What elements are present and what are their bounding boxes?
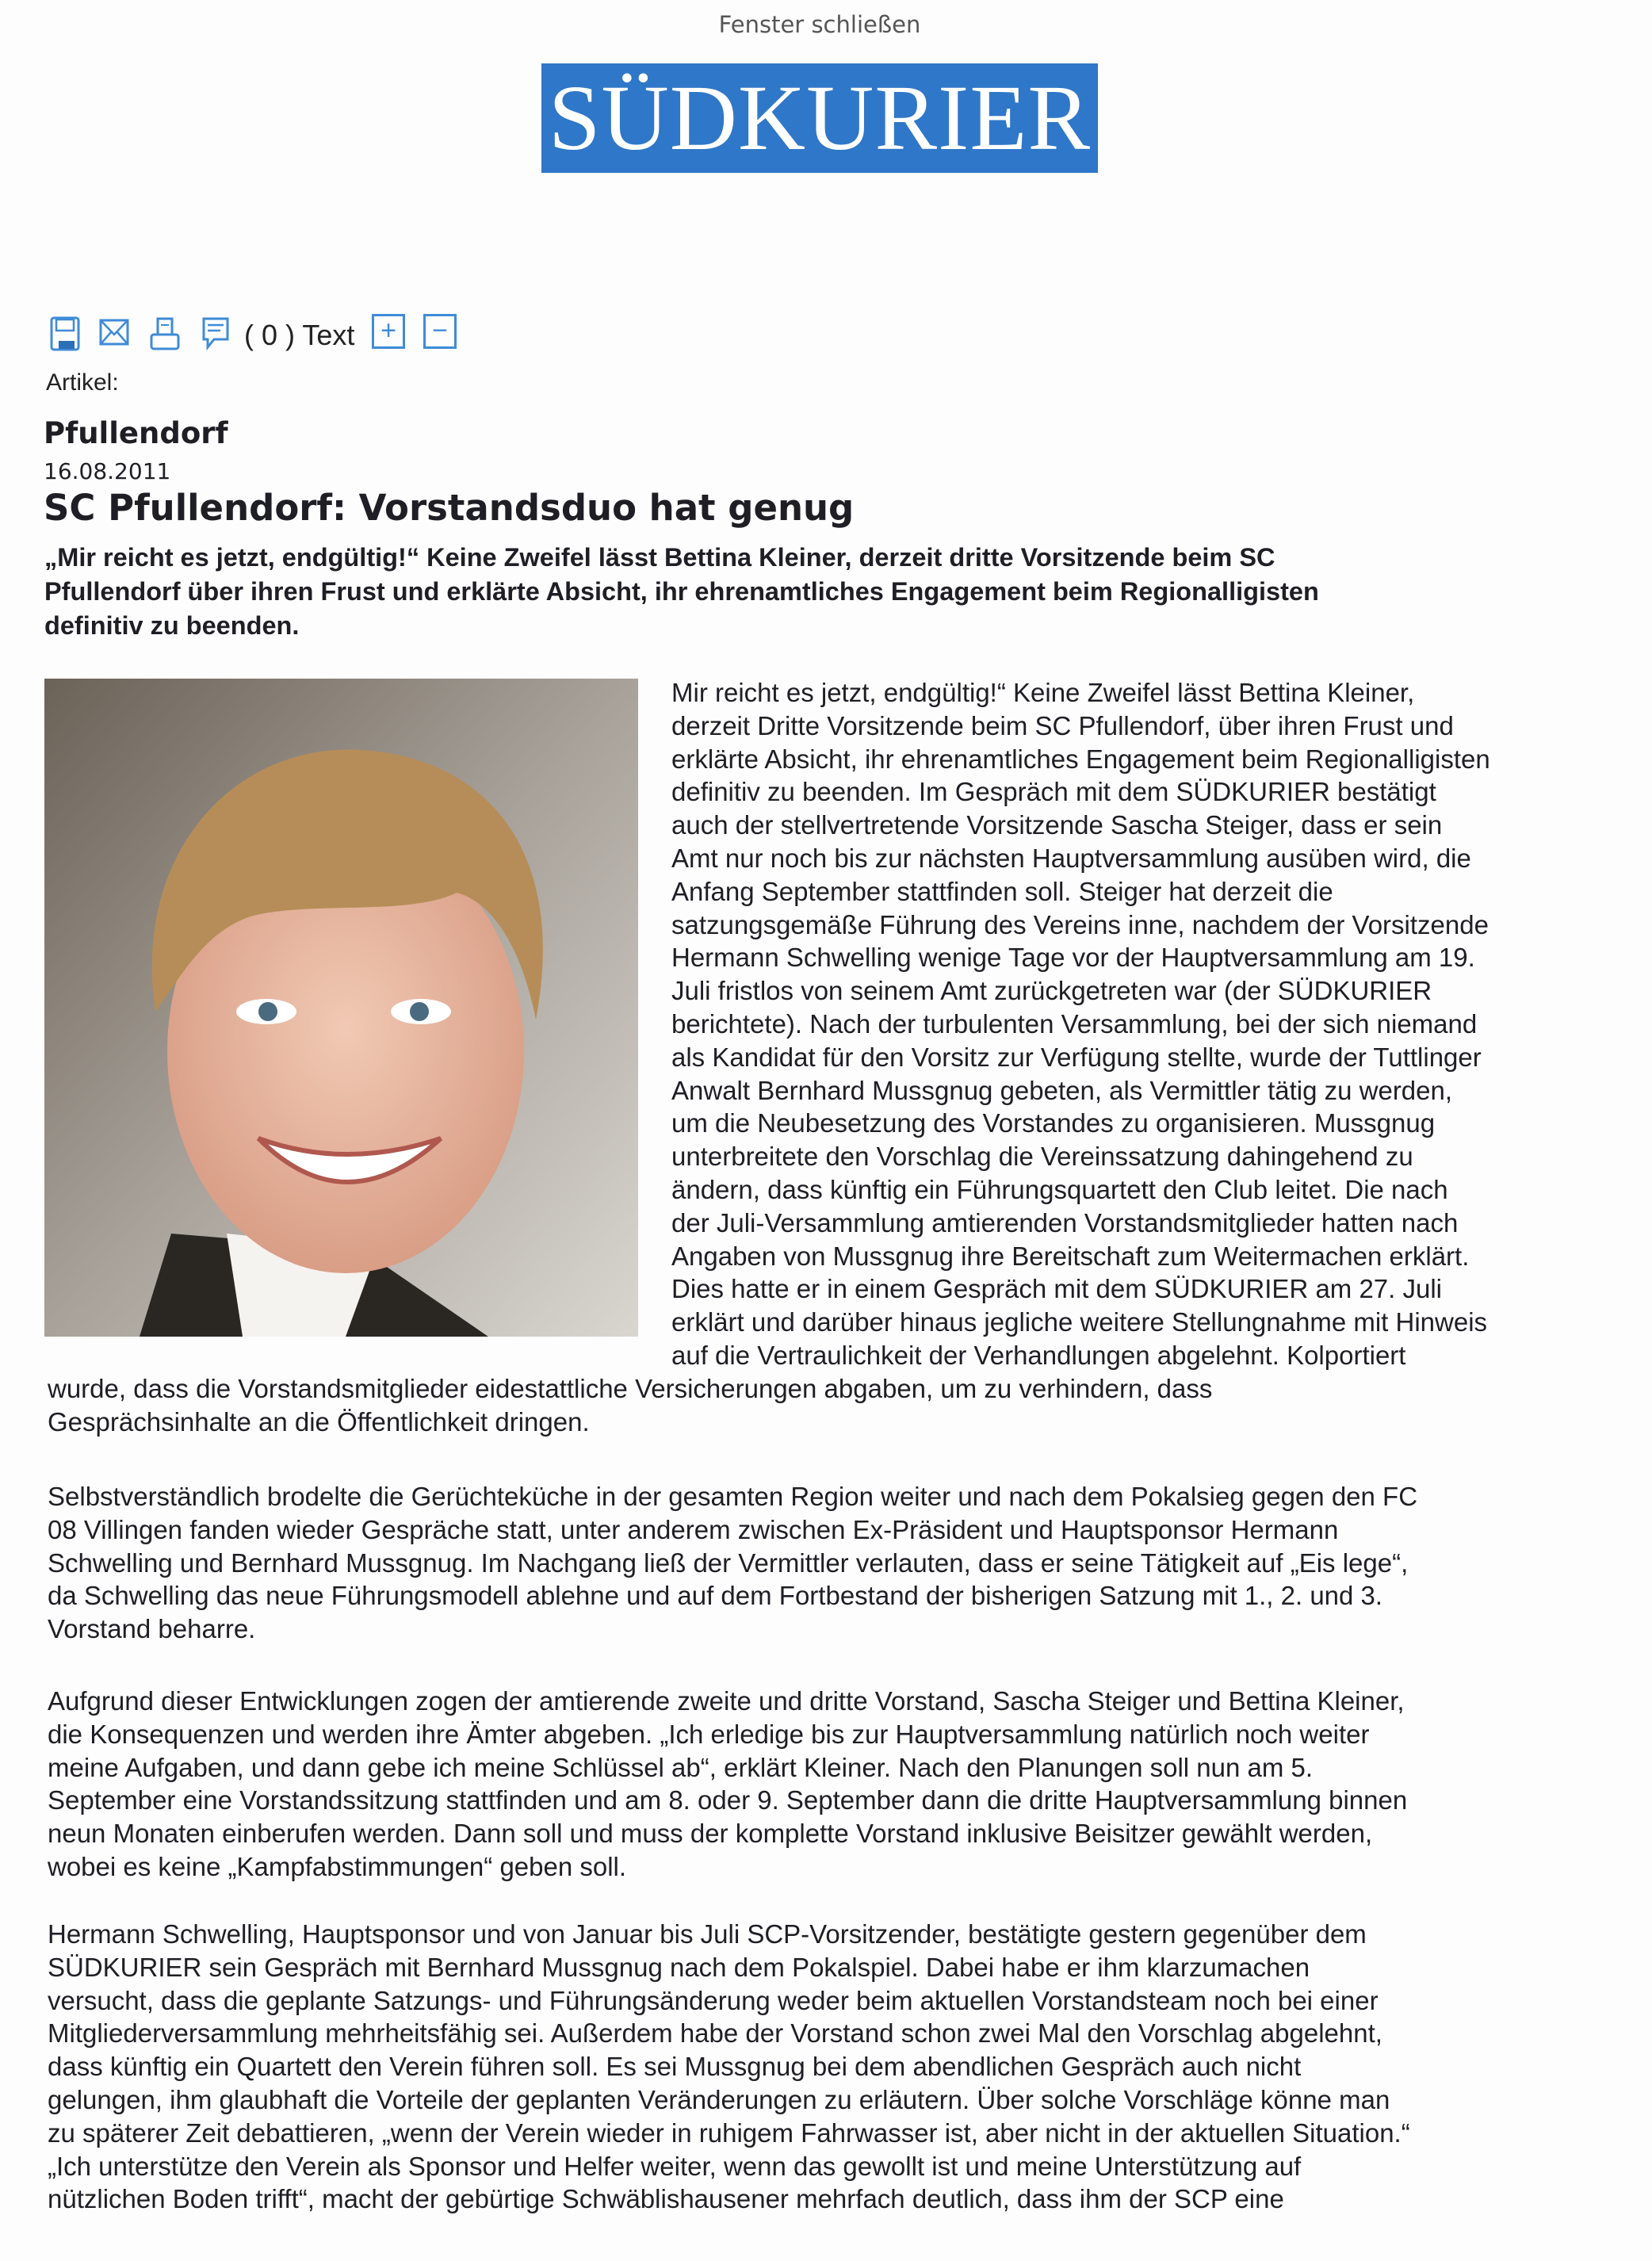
text-line: „Ich unterstütze den Verein als Sponsor und Helfer weiter, wenn das gewollt ist und meine Unterstützung auf [48, 2151, 1302, 2181]
text-line: da Schwelling das neue Führungsmodell ablehne und auf dem Fortbestand der bisherigen Satzung mit 1., 2. und 3. [48, 1581, 1383, 1611]
body-paragraph-2 [48, 1480, 1417, 1646]
text-line: Hermann Schwelling, Hauptsponsor und von Januar bis Juli SCP-Vorsitzender, bestätigte gestern gegenüber dem [48, 1919, 1367, 1949]
text-line: Gesprächsinhalte an die Öffentlichkeit dringen. [48, 1406, 590, 1437]
mail-icon[interactable] [98, 316, 130, 352]
text-line: auch der stellvertretende Vorsitzende Sascha Steiger, dass er sein [671, 810, 1443, 840]
text-line: Dies hatte er in einem Gespräch mit dem SÜDKURIER am 27. Juli [671, 1274, 1443, 1304]
text-line: Angaben von Mussgnug ihre Bereitschaft zum Weitermachen erklärt. [671, 1241, 1470, 1271]
text-line: Juli fristlos von seinem Amt zurückgetreten war (der SÜDKURIER [671, 976, 1432, 1006]
text-line: zu späterer Zeit debattieren, „wenn der Verein wieder in ruhigem Fahrwasser ist, aber nicht in der aktuellen Situation.“ [48, 2118, 1410, 2148]
text-line: derzeit Dritte Vorsitzende beim SC Pfullendorf, über ihren Frust und [671, 710, 1454, 740]
text-line: September eine Vorstandssitzung stattfinden und am 8. oder 9. September dann die dritte Hauptversammlung binnen [48, 1785, 1408, 1815]
text-line: der Juli-Versammlung amtierenden Vorstandsmitglieder hatten nach [671, 1207, 1459, 1238]
text-line: als Kandidat für den Vorsitz zur Verfügung stellte, wurde der Tuttlinger [671, 1042, 1482, 1072]
body-paragraph-3 [48, 1685, 1407, 1884]
close-window-link[interactable]: Fenster schließen [718, 11, 921, 38]
body-paragraph-4 [48, 1918, 1410, 2216]
section-label: Artikel: [46, 369, 119, 396]
text-line: erklärte Absicht, ihr ehrenamtliches Engagement beim Regionalligisten [671, 744, 1490, 774]
text-line: satzungsgemäße Führung des Vereins inne, nachdem der Vorsitzende [671, 909, 1489, 939]
article-date: 16.08.2011 [44, 458, 171, 484]
text-line: definitiv zu beenden. Im Gespräch mit dem SÜDKURIER bestätigt [671, 777, 1436, 807]
comment-icon[interactable] [200, 316, 231, 352]
sudkurier-logo: SÜDKURIER [541, 63, 1098, 173]
article-title: SC Pfullendorf: Vorstandsduo hat genug [44, 487, 855, 529]
text-line: Mir reicht es jetzt, endgültig!“ Keine Zweifel lässt Bettina Kleiner, [671, 678, 1415, 707]
text-line: Anwalt Bernhard Mussgnug gebeten, als Vermittler tätig zu werden, [671, 1075, 1453, 1105]
text-line: erklärt und darüber hinaus jegliche weitere Stellungnahme mit Hinweis [671, 1307, 1488, 1337]
text-line: Anfang September stattfinden soll. Steiger hat derzeit die [671, 876, 1333, 906]
text-line: Mitgliederversammlung mehrheitsfähig sei. Außerdem habe der Vorstand schon zwei Mal den Vorschlag abgelehnt, [48, 2018, 1382, 2049]
print-icon[interactable] [149, 316, 181, 352]
text-line: die Konsequenzen und werden ihre Ämter abgeben. „Ich erledige bis zur Hauptversammlung natürlich noch weiter [48, 1719, 1370, 1749]
text-line: unterbreitete den Vorschlag die Vereinssatzung dahingehend zu [671, 1142, 1413, 1172]
text-line: 08 Villingen fanden wieder Gespräche statt, unter anderem zwischen Ex-Präsident und Hauptsponsor Hermann [48, 1514, 1339, 1544]
decrease-text-size-button[interactable]: − [423, 314, 457, 349]
article-lead [44, 541, 1319, 643]
text-line: nützlichen Boden trifft“, macht der gebürtige Schwäblishausener mehrfach deutlich, dass ihm der SCP eine [48, 2184, 1284, 2214]
comment-count-label[interactable]: ( 0 ) Text [244, 319, 355, 351]
portrait-photo [44, 679, 638, 1337]
text-line: SÜDKURIER sein Gespräch mit Bernhard Mussgnug nach dem Pokalspiel. Dabei habe er ihm klarzumachen [48, 1952, 1310, 1982]
text-line: „Mir reicht es jetzt, endgültig!“ Keine Zweifel lässt Bettina Kleiner, derzeit dritte Vorsitzende beim SC [44, 543, 1275, 572]
save-icon[interactable] [49, 316, 81, 352]
text-line: dass künftig ein Quartett den Verein führen soll. Es sei Mussgnug bei dem abendlichen Gespräch auch nicht [48, 2052, 1302, 2082]
text-line: versucht, dass die geplante Satzungs- und Führungsänderung weder beim aktuellen Vorstandsteam noch bei einer [48, 1985, 1379, 2015]
text-line: wurde, dass die Vorstandsmitglieder eidestattliche Versicherungen abgaben, um zu verhindern, dass [48, 1374, 1213, 1403]
text-line: Aufgrund dieser Entwicklungen zogen der amtierende zweite und dritte Vorstand, Sascha Steiger und Bettina Kleiner, [48, 1686, 1405, 1716]
text-line: Pfullendorf über ihren Frust und erklärte Absicht, ihr ehrenamtliches Engagement beim Regionalligisten [44, 577, 1319, 606]
text-line: wobei es keine „Kampfabstimmungen“ geben soll. [48, 1851, 627, 1881]
text-line: berichtete). Nach der turbulenten Versammlung, bei der sich niemand [671, 1008, 1478, 1039]
text-line: Schwelling und Bernhard Mussgnug. Im Nachgang ließ der Vermittler verlauten, dass er seine Tätigkeit auf „Eis lege“, [48, 1548, 1409, 1578]
text-line: Amt nur noch bis zur nächsten Hauptversammlung ausüben wird, die [671, 843, 1471, 873]
text-line: gelungen, ihm glaubhaft die Vorteile der geplanten Veränderungen zu erläutern. Über solche Vorschläge könne man [48, 2084, 1390, 2114]
body-paragraph-1-column [671, 676, 1490, 1372]
body-paragraph-1-continued [48, 1372, 1212, 1439]
text-line: meine Aufgaben, und dann gebe ich meine Schlüssel ab“, erklärt Kleiner. Nach den Planungen soll nun am 5. [48, 1752, 1314, 1782]
text-line: definitiv zu beenden. [44, 611, 300, 640]
text-line: auf die Vertraulichkeit der Verhandlungen abgelehnt. Kolportiert [671, 1340, 1406, 1370]
text-line: um die Neubesetzung des Vorstandes zu organisieren. Mussgnug [671, 1108, 1436, 1138]
increase-text-size-button[interactable]: + [372, 314, 405, 349]
text-line: Hermann Schwelling wenige Tage vor der Hauptversammlung am 19. [671, 943, 1475, 973]
text-line: Vorstand beharre. [48, 1614, 256, 1644]
portrait-image [44, 679, 638, 1337]
text-line: neun Monaten einberufen werden. Dann soll und muss der komplette Vorstand inklusive Beisitzer gewählt werden, [48, 1819, 1373, 1849]
text-line: ändern, dass künftig ein Führungsquartett den Club leitet. Die nach [671, 1174, 1448, 1204]
text-line: Selbstverständlich brodelte die Gerüchteküche in der gesamten Region weiter und nach dem Pokalsieg gegen den FC [48, 1482, 1418, 1511]
article-location: Pfullendorf [44, 416, 228, 450]
